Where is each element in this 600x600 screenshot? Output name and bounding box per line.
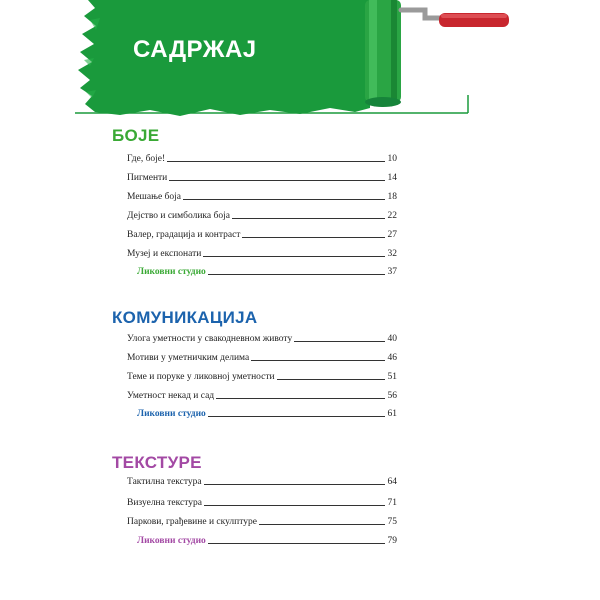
entry-label: Паркови, грађевине и скулптуре <box>127 517 257 527</box>
page-title: САДРЖАЈ <box>133 36 257 63</box>
entry-page: 64 <box>387 477 397 487</box>
leader-line <box>183 199 385 200</box>
leader-line <box>277 379 385 380</box>
leader-line <box>208 543 385 544</box>
section-title: БОЈЕ <box>112 126 160 145</box>
entry-page: 32 <box>387 249 397 259</box>
entry-label: Пигменти <box>127 173 168 183</box>
entry-label: Где, боје! <box>127 154 166 164</box>
leader-line <box>208 274 385 275</box>
entry-label: Визуелна текстура <box>127 498 202 508</box>
entry-page: 37 <box>387 267 397 277</box>
toc-entry[interactable] <box>127 368 397 382</box>
toc-entry[interactable] <box>127 207 397 221</box>
toc-entry[interactable] <box>127 473 397 487</box>
entry-page: 71 <box>387 498 397 508</box>
entry-label: Теме и поруке у ликовној уметности <box>127 372 275 382</box>
entry-page: 46 <box>387 353 397 363</box>
leader-line <box>169 180 385 181</box>
leader-line <box>204 484 385 485</box>
entry-label: Тактилна текстура <box>127 477 202 487</box>
entry-page: 56 <box>387 391 397 401</box>
toc-entry[interactable] <box>127 349 397 363</box>
leader-line <box>259 524 385 525</box>
paint-roller-icon <box>355 0 525 112</box>
toc-entry[interactable] <box>127 494 397 508</box>
leader-line <box>232 218 385 219</box>
entry-page: 10 <box>387 154 397 164</box>
leader-line <box>203 256 385 257</box>
section-title: ТЕКСТУРЕ <box>112 453 202 472</box>
toc-entry[interactable] <box>127 188 397 202</box>
leader-line <box>208 416 385 417</box>
toc-entry[interactable] <box>127 169 397 183</box>
entry-page: 22 <box>387 211 397 221</box>
entry-page: 75 <box>387 517 397 527</box>
entry-label: Валер, градација и контраст <box>127 230 241 240</box>
entry-page: 14 <box>387 173 397 183</box>
toc-entry-studio[interactable] <box>137 405 397 419</box>
entry-label: Ликовни студио <box>137 536 206 546</box>
leader-line <box>294 341 385 342</box>
toc-entry[interactable] <box>127 330 397 344</box>
entry-label: Дејство и симболика боја <box>127 211 230 221</box>
entry-label: Мешање боја <box>127 192 181 202</box>
entry-page: 61 <box>387 409 397 419</box>
entry-page: 40 <box>387 334 397 344</box>
entry-page: 27 <box>387 230 397 240</box>
entry-label: Уметност некад и сад <box>127 391 215 401</box>
toc-entry[interactable] <box>127 513 397 527</box>
toc-entry[interactable] <box>127 387 397 401</box>
entry-page: 79 <box>387 536 397 546</box>
entry-page: 51 <box>387 372 397 382</box>
leader-line <box>167 161 385 162</box>
leader-line <box>216 398 385 399</box>
leader-line <box>242 237 385 238</box>
toc-entry-studio[interactable] <box>137 263 397 277</box>
entry-page: 18 <box>387 192 397 202</box>
entry-label: Мотиви у уметничким делима <box>127 353 250 363</box>
section-title: КОМУНИКАЦИЈА <box>112 308 258 327</box>
toc-entry[interactable] <box>127 226 397 240</box>
toc-entry-studio[interactable] <box>137 532 397 546</box>
entry-label: Музеј и експонати <box>127 249 202 259</box>
toc-entry[interactable] <box>127 150 397 164</box>
entry-label: Ликовни студио <box>137 267 206 277</box>
entry-label: Ликовни студио <box>137 409 206 419</box>
entry-label: Улога уметности у свакодневном животу <box>127 334 293 344</box>
toc-entry[interactable] <box>127 245 397 259</box>
leader-line <box>251 360 385 361</box>
leader-line <box>204 505 385 506</box>
